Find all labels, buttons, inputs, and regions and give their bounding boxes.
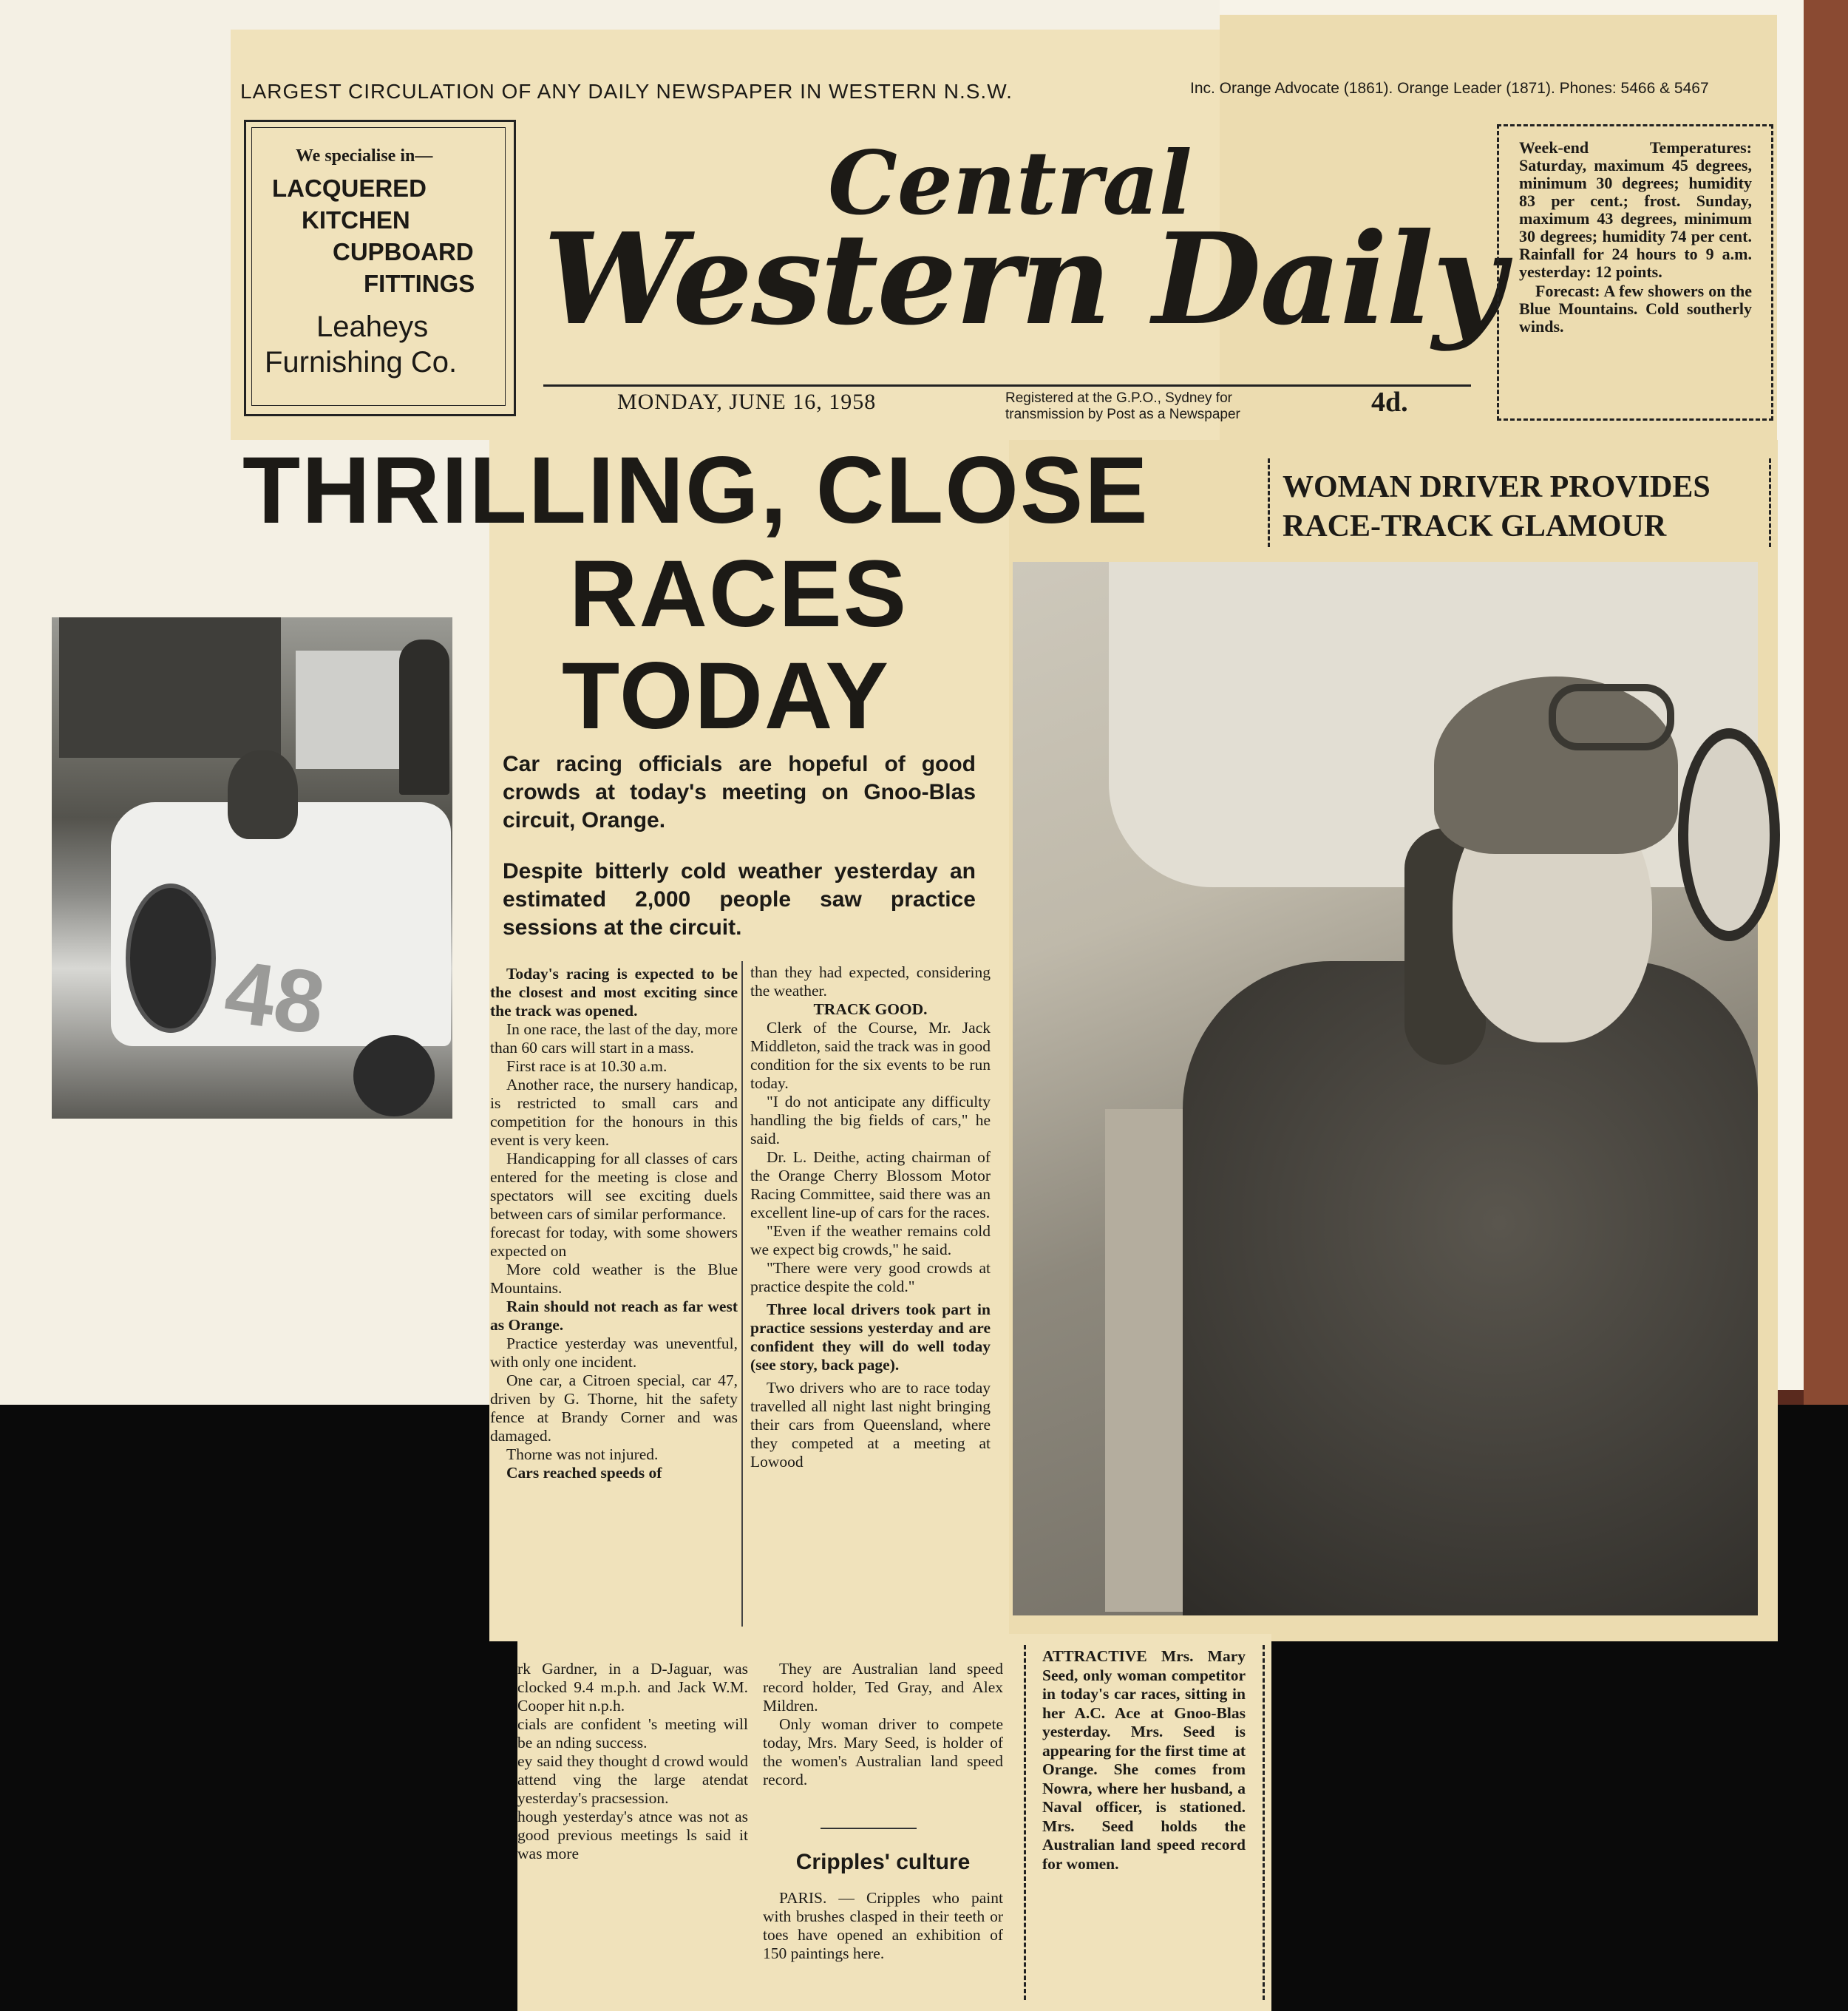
weather-temperatures: Week-end Temperatures: Saturday, maximum 45 degrees, minimum 30 degrees; humidity 83 per cent.; frost. Sunday, maximum 43 degrees, minimum 30 degrees; humidity 74 per cent. Rainfall for 24 hours to 9 a.m. yesterday: 12 points. bbox=[1519, 138, 1752, 281]
paragraph: cials are confident 's meeting will be an nding success. bbox=[517, 1715, 748, 1751]
photo-tent bbox=[296, 651, 403, 769]
article-column-c bbox=[517, 1660, 748, 2007]
ad-line: CUPBOARD bbox=[333, 238, 474, 265]
circulation-banner: LARGEST CIRCULATION OF ANY DAILY NEWSPAPER IN WESTERN N.S.W. bbox=[240, 80, 1013, 103]
photo-background-wheel bbox=[1678, 728, 1780, 941]
incorporation-banner: Inc. Orange Advocate (1861). Orange Leader (1871). Phones: 5466 & 5467 bbox=[1190, 80, 1709, 97]
car-number: 48 bbox=[219, 941, 331, 1054]
paragraph: ey said they thought d crowd would attend ving the large atendat yesterday's pracsession. bbox=[517, 1752, 748, 1807]
masthead-title-western-daily: Western Daily bbox=[543, 206, 1504, 353]
cripples-culture-headline: Cripples' culture bbox=[795, 1850, 971, 1874]
paragraph: Clerk of the Course, Mr. Jack Middleton, said the track was in good condition for the six events to be run today. bbox=[750, 1019, 991, 1092]
paragraph: In one race, the last of the day, more than 60 cars will start in a mass. bbox=[490, 1020, 738, 1057]
album-spine bbox=[1804, 0, 1848, 1405]
photo-driver bbox=[228, 750, 298, 839]
registration-notice bbox=[1005, 390, 1240, 423]
paragraph: hough yesterday's atnce was not as good previous meetings ls said it was more bbox=[517, 1808, 748, 1862]
section-rule bbox=[821, 1828, 917, 1829]
paragraph: First race is at 10.30 a.m. bbox=[506, 1057, 667, 1075]
article-lede: Car racing officials are hopeful of good crowds at today's meeting on Gnoo-Blas circuit, Orange. bbox=[503, 752, 976, 832]
subheading: TRACK GOOD. bbox=[813, 1000, 928, 1018]
registration-line: Registered at the G.P.O., Sydney for bbox=[1005, 390, 1232, 406]
photo-car-wheel bbox=[126, 884, 216, 1033]
paragraph: Thorne was not injured. bbox=[506, 1445, 659, 1463]
ad-intro: We specialise in— bbox=[296, 146, 433, 166]
paragraph: "I do not anticipate any difficulty handling the big fields of cars," he said. bbox=[750, 1093, 991, 1147]
article-lede: Despite bitterly cold weather yesterday an estimated 2,000 people saw practice sessions at the circuit. bbox=[503, 859, 976, 940]
article-column-b bbox=[750, 963, 991, 1634]
side-headline: WOMAN DRIVER PROVIDES bbox=[1283, 470, 1711, 504]
paragraph: They are Australian land speed record holder, Ted Gray, and Alex Mildren. bbox=[763, 1660, 1003, 1715]
paragraph: Dr. L. Deithe, acting chairman of the Orange Cherry Blossom Motor Racing Committee, said there was an excellent line-up of cars for the races. bbox=[750, 1148, 991, 1221]
article-column-a bbox=[490, 965, 738, 1618]
paragraph: Rain should not reach as far west as Orange. bbox=[490, 1298, 738, 1334]
paragraph: forecast for today, with some showers expected on bbox=[490, 1224, 738, 1260]
price: 4d. bbox=[1371, 387, 1408, 418]
weather-report bbox=[1519, 139, 1752, 336]
photo-truck bbox=[59, 617, 281, 758]
photo-caption: ATTRACTIVE Mrs. Mary Seed, only woman competitor in today's car races, sitting in her A.C. Ace at Gnoo-Blas yesterday. Mrs. Seed is appearing for the first time at Orange. She comes from Nowra, where her husband, a Naval officer, is stationed. Mrs. Seed holds the Australian land speed record for women. bbox=[1042, 1647, 1246, 1873]
paragraph: Cars reached speeds of bbox=[506, 1464, 662, 1482]
paragraph: Three local drivers took part in practice sessions yesterday and are confident they will do well today (see story, back page). bbox=[750, 1300, 991, 1374]
weather-forecast: Forecast: A few showers on the Blue Mountains. Cold southerly winds. bbox=[1519, 282, 1752, 336]
article-column-d bbox=[763, 1660, 1003, 1808]
photo-car-wheel bbox=[353, 1035, 435, 1116]
paragraph: One car, a Citroen special, car 47, driven by G. Thorne, hit the safety fence at Brandy Corner and was damaged. bbox=[490, 1371, 738, 1445]
paragraph: Today's racing is expected to be the closest and most exciting since the track was opened. bbox=[490, 965, 738, 1020]
ad-line: KITCHEN bbox=[302, 206, 410, 234]
ad-company-name: Furnishing Co. bbox=[265, 346, 458, 379]
issue-date: MONDAY, JUNE 16, 1958 bbox=[617, 390, 877, 414]
paragraph: PARIS. — Cripples who paint with brushes clasped in their teeth or toes have opened an exhibition of 150 paintings here. bbox=[763, 1889, 1003, 1962]
paragraph: Another race, the nursery handicap, is restricted to small cars and competition for the honours in this event is very keen. bbox=[490, 1076, 738, 1149]
paragraph: rk Gardner, in a D-Jaguar, was clocked 9.4 m.p.h. and Jack W.M. Cooper hit n.p.h. bbox=[517, 1660, 748, 1715]
photo-goggles bbox=[1549, 684, 1674, 750]
headline-line: THRILLING, CLOSE bbox=[242, 438, 1149, 543]
headline-line: TODAY bbox=[562, 643, 890, 749]
masthead-title-central: Central bbox=[828, 132, 1192, 234]
paragraph: Handicapping for all classes of cars entered for the meeting is close and spectators will see exciting duels between cars of similar performance. bbox=[490, 1150, 738, 1223]
paragraph: "There were very good crowds at practice despite the cold." bbox=[750, 1259, 991, 1295]
paragraph: "Even if the weather remains cold we expect big crowds," he said. bbox=[750, 1222, 991, 1258]
ad-line: LACQUERED bbox=[272, 174, 427, 202]
headline-line: RACES bbox=[569, 541, 908, 647]
ad-company-name: Leaheys bbox=[316, 311, 429, 343]
paragraph: Two drivers who are to race today travelled all night last night bringing their cars from Queensland, where they competed at a meeting at Lowood bbox=[750, 1379, 991, 1471]
registration-line: transmission by Post as a Newspaper bbox=[1005, 407, 1240, 422]
paragraph: Practice yesterday was uneventful, with only one incident. bbox=[490, 1335, 738, 1371]
ad-line: FITTINGS bbox=[364, 270, 475, 297]
photo-bystander bbox=[399, 640, 449, 795]
paragraph: More cold weather is the Blue Mountains. bbox=[490, 1261, 738, 1297]
paragraph: than they had expected, considering the weather. bbox=[750, 963, 991, 1000]
cripples-culture-story bbox=[763, 1889, 1003, 2007]
photo-fur-coat bbox=[1183, 961, 1758, 1615]
column-rule bbox=[741, 961, 743, 1627]
paragraph: Only woman driver to compete today, Mrs. Mary Seed, is holder of the women's Australian land speed record. bbox=[763, 1715, 1003, 1788]
side-headline: RACE-TRACK GLAMOUR bbox=[1283, 509, 1667, 543]
masthead-rule bbox=[543, 384, 1471, 387]
